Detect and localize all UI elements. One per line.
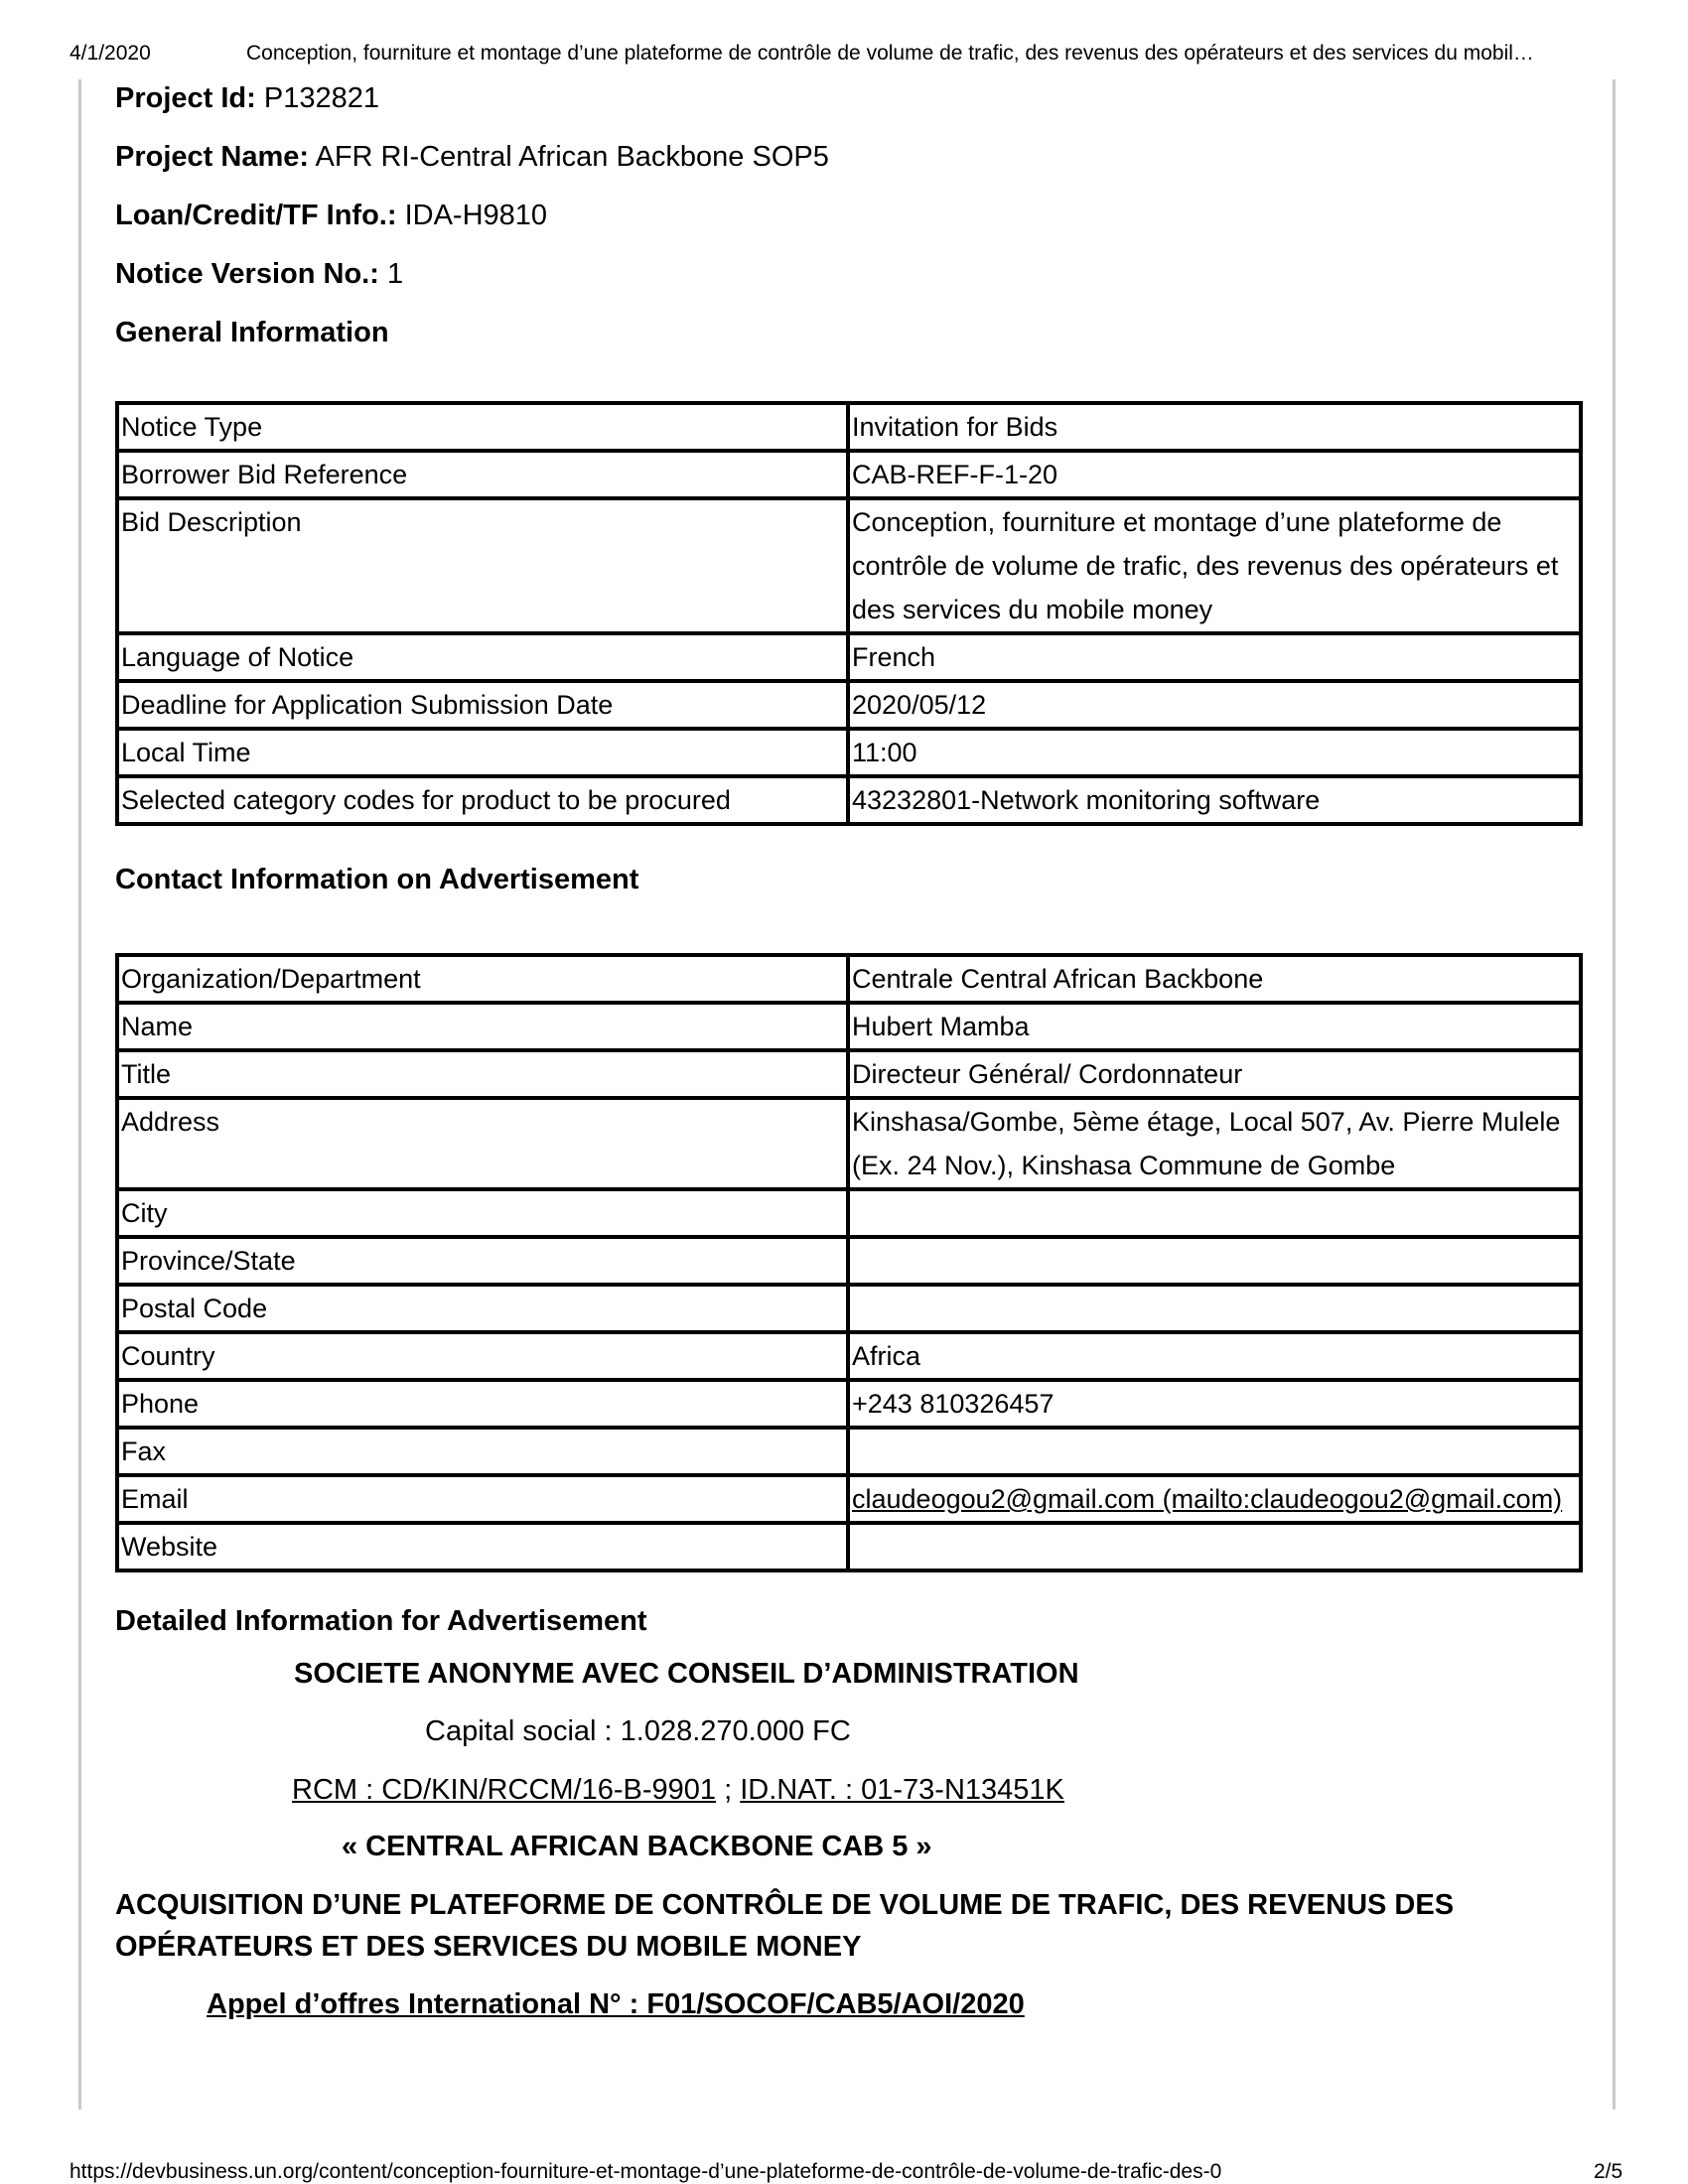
notice-version: Notice Version No.: 1	[115, 258, 404, 290]
right-border	[1613, 79, 1616, 2110]
acquisition-line-2: OPÉRATEURS ET DES SERVICES DU MOBILE MONEY	[115, 1931, 862, 1963]
page-number: 2/5	[1594, 2160, 1623, 2183]
company-type: SOCIETE ANONYME AVEC CONSEIL D’ADMINISTRATION	[294, 1658, 1079, 1690]
project-name: Project Name: AFR RI-Central African Backbone SOP5	[115, 141, 829, 173]
table-row: Address Kinshasa/Gombe, 5ème étage, Local 507, Av. Pierre Mulele (Ex. 24 Nov.), Kinshasa Commune de Gombe	[117, 1098, 1581, 1189]
general-info-table	[115, 401, 1583, 826]
table-row: Website	[117, 1523, 1581, 1570]
print-date: 4/1/2020	[70, 42, 151, 65]
acquisition-line-1: ACQUISITION D’UNE PLATEFORME DE CONTRÔLE DE VOLUME DE TRAFIC, DES REVENUS DES	[115, 1889, 1455, 1921]
table-row: City	[117, 1189, 1581, 1237]
detailed-info-heading: Detailed Information for Advertisement	[115, 1605, 647, 1637]
table-row: Deadline for Application Submission Date 2020/05/12	[117, 681, 1581, 729]
capital-social: Capital social : 1.028.270.000 FC	[425, 1715, 851, 1747]
table-row: Postal Code	[117, 1285, 1581, 1332]
left-border	[78, 79, 81, 2110]
notice-content	[115, 77, 1585, 2020]
email-link[interactable]: claudeogou2@gmail.com (mailto:claudeogou2@gmail.com)	[852, 1484, 1563, 1514]
table-row: Email claudeogou2@gmail.com (mailto:claudeogou2@gmail.com)	[117, 1475, 1581, 1523]
table-row: Borrower Bid Reference CAB-REF-F-1-20	[117, 451, 1581, 498]
table-row: Bid Description Conception, fourniture et montage d’une plateforme de contrôle de volume de trafic, des revenus des opérateurs et des services du mobile money	[117, 498, 1581, 633]
table-row: Title Directeur Général/ Cordonnateur	[117, 1050, 1581, 1098]
table-row: Organization/Department Centrale Central African Backbone	[117, 955, 1581, 1003]
table-row: Language of Notice French	[117, 633, 1581, 681]
footer-url: https://devbusiness.un.org/content/conception-fourniture-et-montage-d’une-plateforme-de-contrôle-de-volume-de-trafic-des-0	[70, 2160, 1222, 2183]
project-title: « CENTRAL AFRICAN BACKBONE CAB 5 »	[342, 1831, 932, 1862]
table-row: Fax	[117, 1428, 1581, 1475]
registration-numbers: RCM : CD/KIN/RCCM/16-B-9901 ; ID.NAT. : 01-73-N13451K	[292, 1774, 1064, 1806]
contact-info-table	[115, 953, 1583, 1572]
contact-info-heading: Contact Information on Advertisement	[115, 864, 639, 895]
table-row: Selected category codes for product to be procured 43232801-Network monitoring software	[117, 776, 1581, 824]
table-row: Phone +243 810326457	[117, 1380, 1581, 1428]
table-row: Local Time 11:00	[117, 729, 1581, 776]
table-row: Name Hubert Mamba	[117, 1003, 1581, 1050]
loan-info: Loan/Credit/TF Info.: IDA-H9810	[115, 200, 548, 231]
table-row: Notice Type Invitation for Bids	[117, 403, 1581, 451]
print-title: Conception, fourniture et montage d’une plateforme de contrôle de volume de trafic, des revenus des opérateurs et des services du mobil…	[246, 42, 1534, 65]
appel-offres: Appel d’offres International N° : F01/SOCOF/CAB5/AOI/2020	[207, 1988, 1025, 2020]
general-info-heading: General Information	[115, 317, 389, 348]
project-id: Project Id: P132821	[115, 82, 379, 114]
table-row: Province/State	[117, 1237, 1581, 1285]
table-row: Country Africa	[117, 1332, 1581, 1380]
